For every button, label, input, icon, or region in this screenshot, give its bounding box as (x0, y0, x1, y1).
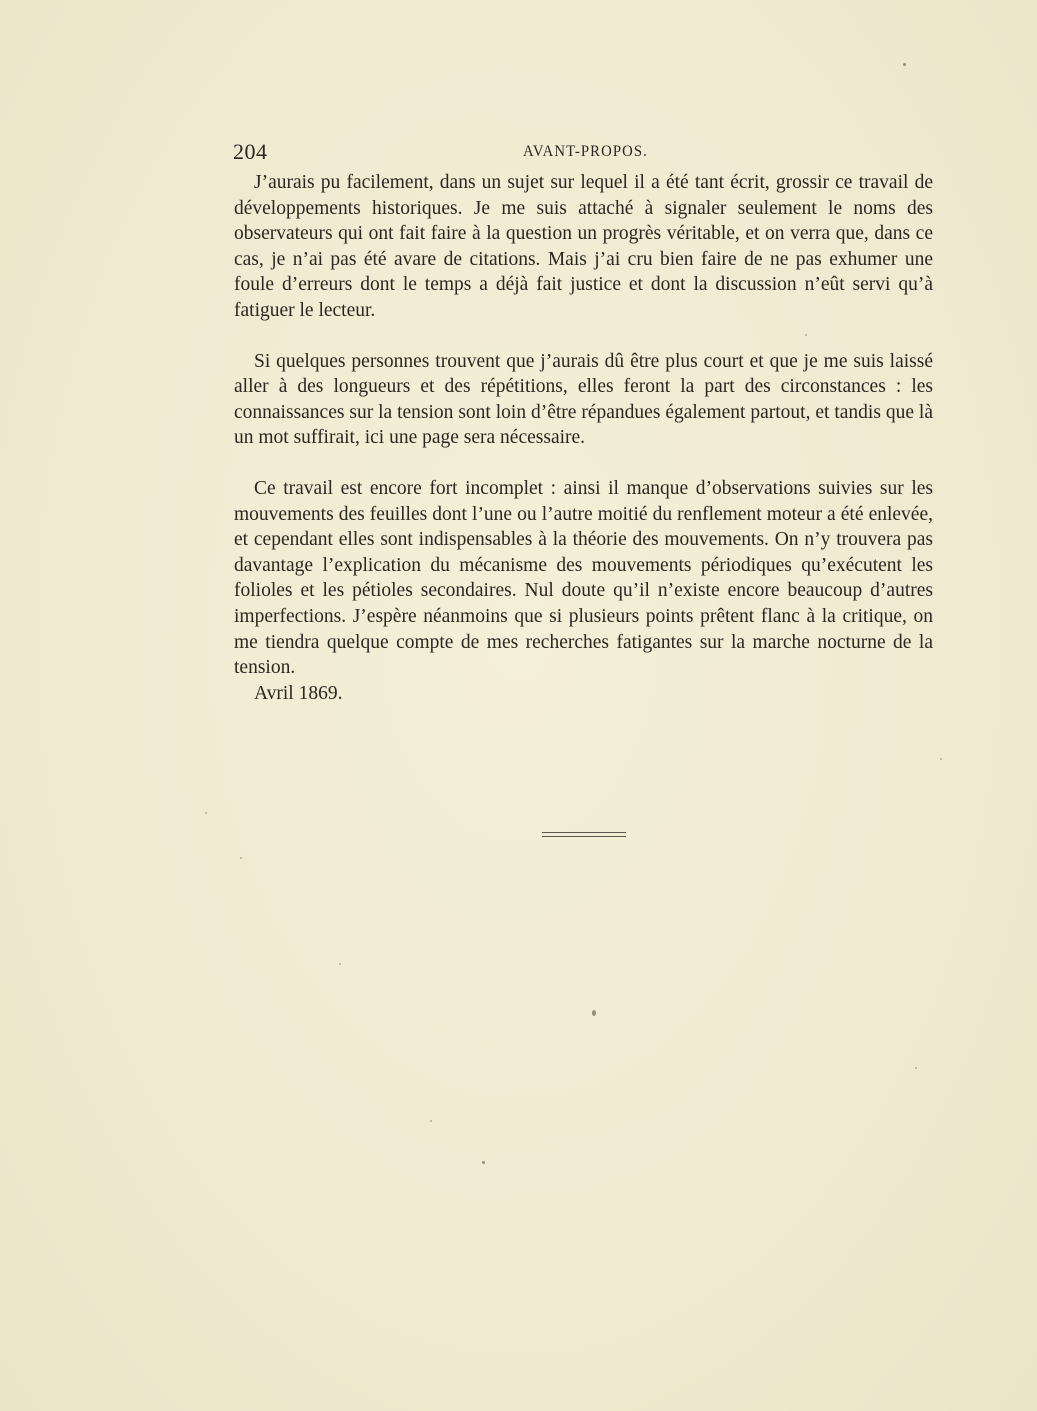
running-title: AVANT-PROPOS. (523, 143, 648, 160)
paper-speck (592, 1010, 596, 1016)
paragraph: Si quelques personnes trouvent que j’aurais dû être plus court et que je me suis laissé aller à des longueurs et des répétitions, elles feront la part des circonstances : les connaissances sur la tension sont loin d’être répandues également partout, et tandis que là un mot suffirait, ici une page sera nécessaire. (234, 350, 933, 449)
paper-speck (430, 1120, 432, 1122)
paper-speck (940, 758, 942, 760)
page-number: 204 (233, 139, 268, 164)
paper-speck (903, 63, 906, 66)
section-divider-rule (542, 832, 626, 837)
paragraph: Ce travail est encore fort incomplet : ainsi il manque d’observations suivies sur les mouvements des feuilles dont l’une ou l’autre moitié du renflement moteur a été enlevée, et cependant elles sont indispensables à la théorie des mouvements. On n’y trouvera pas davantage l’explication du mécanisme des mouvements périodiques qu’exécutent les folioles et les pétioles secondaires. Nul doute qu’il n’existe encore beaucoup d’autres imperfections. J’espère néanmoins que si plusieurs points prêtent flanc à la critique, on me tiendra quelque compte de mes recherches fatigantes sur la marche nocturne de la tension. (234, 477, 933, 679)
paragraph: J’aurais pu facilement, dans un sujet sur lequel il a été tant écrit, grossir ce travail de développements historiques. Je me suis attaché à signaler seulement le noms des observateurs qui ont fait faire à la question un progrès véritable, et on verra que, dans ce cas, je n’ai pas été avare de citations. Mais j’ai cru bien faire de ne pas exhumer une foule d’erreurs dont le temps a déjà fait justice et dont la discussion n’eût servi qu’à fatiguer le lecteur. (234, 172, 933, 321)
paper-speck (482, 1161, 485, 1164)
paper-speck (240, 857, 242, 859)
paper-speck (205, 812, 207, 814)
paper-speck (915, 1067, 917, 1069)
date-line: Avril 1869. (254, 682, 343, 704)
page-header (233, 139, 933, 165)
body-text (234, 170, 933, 706)
paper-speck (339, 963, 341, 965)
paper-speck (805, 334, 807, 336)
